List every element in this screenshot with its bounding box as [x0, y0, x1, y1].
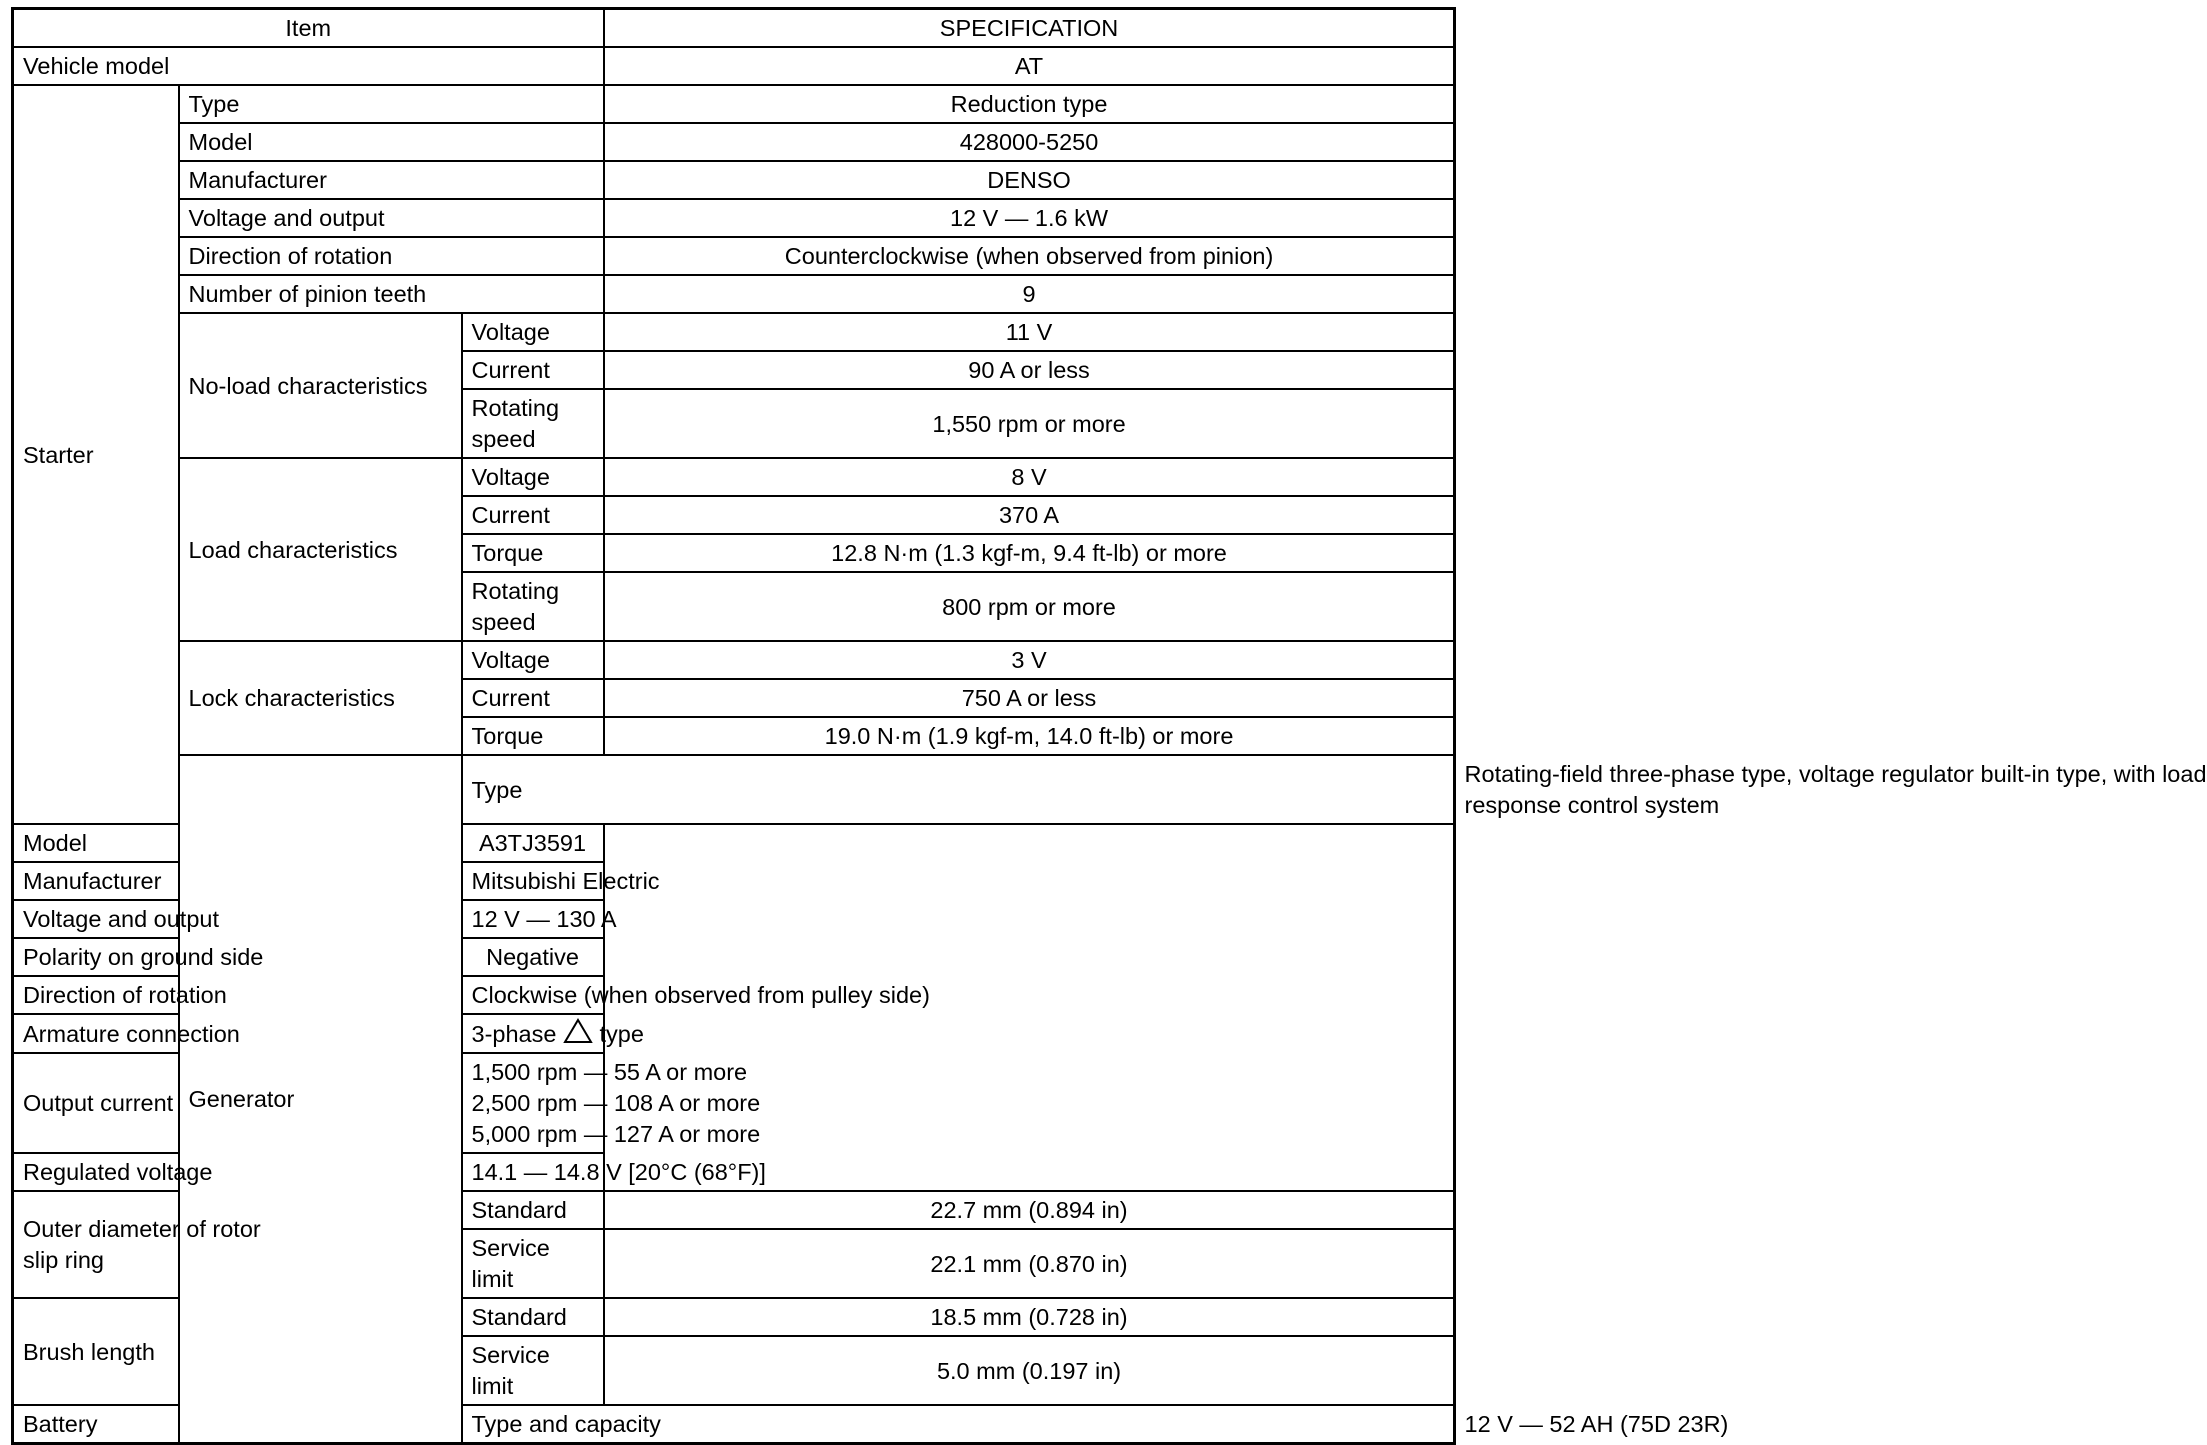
slip-ring-label-line1: Outer diameter of rotor	[23, 1216, 261, 1242]
starter-pinion-teeth-value: 9	[604, 275, 1455, 313]
no-load-current-label: Current	[462, 351, 604, 389]
starter-group-label: Starter	[13, 85, 179, 824]
slip-ring-service-line1: Service	[471, 1235, 550, 1261]
lock-torque-value: 19.0 N·m (1.9 kgf-m, 14.0 ft-lb) or more	[604, 717, 1455, 755]
slip-ring-label	[13, 1191, 261, 1298]
starter-rotation-label: Direction of rotation	[179, 237, 604, 275]
generator-armature-label: Armature connection	[13, 1014, 462, 1053]
starter-rotation-value: Counterclockwise (when observed from pinion)	[604, 237, 1455, 275]
load-voltage-value: 8 V	[604, 458, 1455, 496]
starter-model-label: Model	[179, 123, 604, 161]
slip-ring-service-line2: limit	[471, 1266, 514, 1292]
table-row	[13, 824, 1455, 862]
spec-table	[11, 7, 2207, 1445]
load-speed-label	[462, 572, 604, 641]
starter-manufacturer-label: Manufacturer	[179, 161, 604, 199]
slip-ring-standard-label: Standard	[462, 1191, 604, 1229]
regulated-voltage-value: 14.1 — 14.8 V [20°C (68°F)]	[462, 1153, 604, 1191]
brush-service-line2: limit	[471, 1373, 514, 1399]
no-load-voltage-value: 11 V	[604, 313, 1455, 351]
brush-standard-value: 18.5 mm (0.728 in)	[604, 1298, 1455, 1336]
starter-voltage-output-label: Voltage and output	[179, 199, 604, 237]
table-row	[13, 938, 1455, 976]
generator-rotation-label: Direction of rotation	[13, 976, 462, 1014]
starter-pinion-teeth-label: Number of pinion teeth	[179, 275, 604, 313]
load-torque-label: Torque	[462, 534, 604, 572]
starter-voltage-output-value: 12 V — 1.6 kW	[604, 199, 1455, 237]
no-load-speed-value: 1,550 rpm or more	[604, 389, 1455, 458]
output-current-value	[462, 1053, 761, 1153]
table-row	[13, 85, 1455, 123]
table-row	[13, 458, 1455, 496]
brush-service-label	[462, 1336, 604, 1405]
slip-ring-service-label	[462, 1229, 604, 1298]
load-torque-value: 12.8 N·m (1.3 kgf-m, 9.4 ft-lb) or more	[604, 534, 1455, 572]
generator-armature-value	[462, 1014, 644, 1053]
vehicle-model-label: Vehicle model	[13, 47, 604, 85]
no-load-current-value: 90 A or less	[604, 351, 1455, 389]
brush-service-value: 5.0 mm (0.197 in)	[604, 1336, 1455, 1405]
load-speed-label-line1: Rotating	[471, 578, 560, 604]
regulated-voltage-label: Regulated voltage	[13, 1153, 462, 1191]
slip-ring-service-value: 22.1 mm (0.870 in)	[604, 1229, 1455, 1298]
starter-model-value: 428000-5250	[604, 123, 1455, 161]
starter-manufacturer-value: DENSO	[604, 161, 1455, 199]
load-speed-label-line2: speed	[471, 609, 536, 635]
generator-voltage-output-value: 12 V — 130 A	[462, 900, 604, 938]
generator-manufacturer-label: Manufacturer	[13, 862, 462, 900]
header-row	[13, 9, 1455, 48]
table-row	[13, 976, 1455, 1014]
battery-type-label: Type and capacity	[462, 1405, 1455, 1444]
delta-triangle-icon	[563, 1018, 593, 1044]
no-load-voltage-label: Voltage	[462, 313, 604, 351]
table-row	[13, 123, 1455, 161]
generator-model-label: Model	[13, 824, 462, 862]
table-row	[13, 237, 1455, 275]
armature-value-post: type	[599, 1021, 644, 1047]
output-current-line: 2,500 rpm — 108 A or more	[471, 1090, 761, 1116]
armature-value-pre: 3-phase	[471, 1021, 557, 1047]
starter-type-value: Reduction type	[604, 85, 1455, 123]
slip-ring-standard-value: 22.7 mm (0.894 in)	[604, 1191, 1455, 1229]
slip-ring-label-line2: slip ring	[23, 1247, 104, 1273]
table-row	[13, 275, 1455, 313]
generator-model-value: A3TJ3591	[462, 824, 604, 862]
starter-type-label: Type	[179, 85, 604, 123]
output-current-line: 5,000 rpm — 127 A or more	[471, 1121, 761, 1147]
battery-group-label: Battery	[13, 1405, 179, 1444]
table-row	[13, 313, 1455, 351]
generator-polarity-value: Negative	[462, 938, 604, 976]
generator-group-label: Generator	[179, 755, 462, 1444]
lock-current-value: 750 A or less	[604, 679, 1455, 717]
spec-header: SPECIFICATION	[604, 9, 1455, 48]
generator-polarity-label: Polarity on ground side	[13, 938, 462, 976]
load-voltage-label: Voltage	[462, 458, 604, 496]
load-current-label: Current	[462, 496, 604, 534]
output-current-line: 1,500 rpm — 55 A or more	[471, 1059, 748, 1085]
table-row: Battery Type and capacity 12 V — 52 AH (75D 23R)	[13, 1405, 1455, 1444]
item-header: Item	[13, 9, 604, 48]
lock-label: Lock characteristics	[179, 641, 462, 755]
table-row	[13, 199, 1455, 237]
brush-service-line1: Service	[471, 1342, 550, 1368]
generator-manufacturer-value: Mitsubishi Electric	[462, 862, 604, 900]
brush-standard-label: Standard	[462, 1298, 604, 1336]
table-row	[13, 161, 1455, 199]
table-row: Generator Type Rotating-field three-phase type, voltage regulator built-in type, with load response control system	[13, 755, 1455, 824]
generator-type-label: Type	[462, 755, 1455, 824]
output-current-label: Output current	[13, 1053, 462, 1153]
table-row	[13, 641, 1455, 679]
load-label: Load characteristics	[179, 458, 462, 641]
table-row	[13, 1014, 1455, 1053]
lock-voltage-value: 3 V	[604, 641, 1455, 679]
lock-current-label: Current	[462, 679, 604, 717]
load-current-value: 370 A	[604, 496, 1455, 534]
brush-length-label: Brush length	[13, 1298, 179, 1405]
generator-voltage-output-label: Voltage and output	[13, 900, 462, 938]
lock-torque-label: Torque	[462, 717, 604, 755]
generator-rotation-value: Clockwise (when observed from pulley side)	[462, 976, 604, 1014]
vehicle-model-value: AT	[604, 47, 1455, 85]
table-row	[13, 47, 1455, 85]
table-row	[13, 900, 1455, 938]
no-load-speed-label-line2: speed	[471, 426, 536, 452]
table-row	[13, 862, 1455, 900]
no-load-speed-label-line1: Rotating	[471, 395, 560, 421]
no-load-speed-label	[462, 389, 604, 458]
table-row	[13, 1153, 1455, 1191]
lock-voltage-label: Voltage	[462, 641, 604, 679]
no-load-label: No-load characteristics	[179, 313, 462, 458]
load-speed-value: 800 rpm or more	[604, 572, 1455, 641]
